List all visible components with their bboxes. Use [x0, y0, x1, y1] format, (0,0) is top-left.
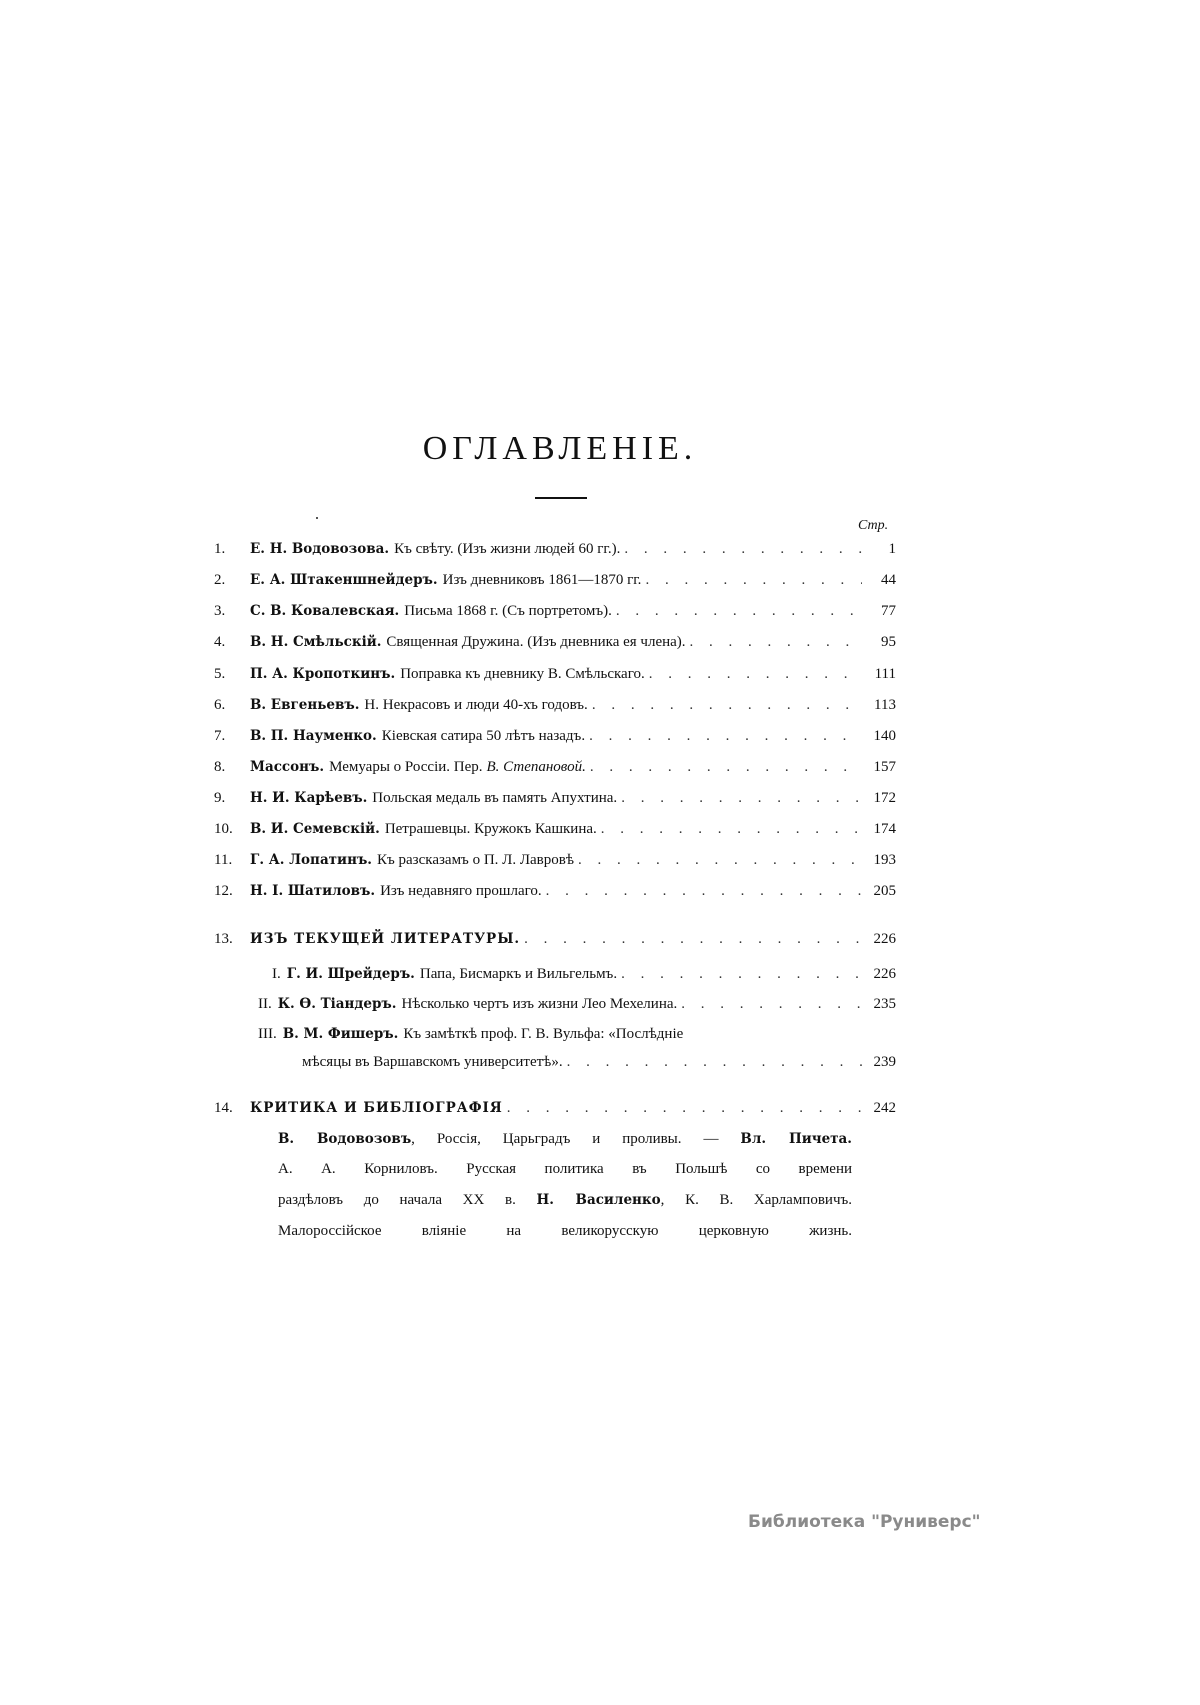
dot-leader: [621, 790, 862, 807]
entry-author: В. П. Науменко.: [250, 728, 377, 744]
dot-leader: [590, 759, 862, 776]
entry-number: 5.: [214, 666, 226, 682]
entry-number: 3.: [214, 603, 226, 619]
entry-author: Г. А. Лопатинъ.: [250, 852, 373, 868]
toc-entry: [258, 1026, 896, 1050]
toc-entry: [214, 883, 896, 907]
section-title: ИЗЪ ТЕКУЩЕЙ ЛИТЕРАТУРЫ.: [250, 931, 521, 947]
entry-author: Массонъ.: [250, 759, 325, 775]
dot-leader: [507, 1100, 862, 1117]
sub-entry-page: 239: [873, 1054, 896, 1070]
sub-entry-page: 235: [873, 996, 896, 1012]
dot-leader: [616, 603, 862, 620]
entry-author: Н. И. Карѣевъ.: [250, 790, 368, 806]
sub-entry-title: Папа, Бисмаркъ и Вильгельмъ.: [419, 966, 618, 982]
entry-number: 7.: [214, 728, 226, 744]
entry-page: 111: [874, 666, 896, 682]
entry-number: 10.: [214, 821, 233, 837]
toc-entry: [214, 852, 896, 876]
entry-page: 44: [881, 572, 896, 588]
review-text: Малороссійское вліяніе на великорусскую церковную жизнь.: [278, 1223, 852, 1239]
section-title: КРИТИКА И БИБЛІОГРАФІЯ: [250, 1100, 503, 1116]
scan-speck: [316, 517, 318, 519]
review-text: раздѣловъ до начала XX в.: [278, 1192, 537, 1208]
entry-author: В. Евгеньевъ.: [250, 697, 360, 713]
entry-number: 6.: [214, 697, 226, 713]
entry-page: 193: [873, 852, 896, 868]
toc-entry: [302, 1054, 896, 1078]
entry-number: 12.: [214, 883, 233, 899]
entry-page: 95: [881, 634, 896, 650]
toc-entry: [214, 541, 896, 565]
toc-entry: [214, 728, 896, 752]
review-line: [278, 1223, 852, 1240]
entry-number: 4.: [214, 634, 226, 650]
toc-entry: [214, 603, 896, 627]
section-page: 226: [873, 931, 896, 947]
entry-author: П. А. Кропоткинъ.: [250, 666, 396, 682]
entry-page: 1: [888, 541, 896, 557]
entry-number: 9.: [214, 790, 226, 806]
section-number: 13.: [214, 931, 233, 947]
entry-number: 8.: [214, 759, 226, 775]
sub-entry-number: III.: [258, 1026, 277, 1042]
review-line: [278, 1131, 852, 1148]
entry-author: Е. А. Штакеншнейдеръ.: [250, 572, 438, 588]
page-title: ОГЛАВЛЕНІЕ.: [422, 430, 698, 467]
toc-entry: [214, 759, 896, 783]
reviewer-name: В. Водовозовъ: [278, 1131, 412, 1147]
entry-title: Польская медаль въ память Апухтина.: [372, 790, 618, 806]
entry-title: Изъ дневниковъ 1861—1870 гг.: [442, 572, 642, 588]
review-text: , К. В. Харламповичъ.: [660, 1192, 852, 1208]
entry-author: В. Н. Смѣльскій.: [250, 634, 382, 650]
entry-page: 113: [874, 697, 896, 713]
dot-leader: [624, 541, 862, 558]
toc-entry: [214, 572, 896, 596]
toc-entry: [214, 666, 896, 690]
entry-translator: В. Степановой.: [486, 759, 586, 775]
entry-title: Н. Некрасовъ и люди 40-хъ годовъ.: [364, 697, 588, 713]
entry-author: С. В. Ковалевская.: [250, 603, 400, 619]
toc-entry: [214, 931, 896, 955]
entry-title: Письма 1868 г. (Съ портретомъ).: [404, 603, 612, 619]
entry-title: Петрашевцы. Кружокъ Кашкина.: [384, 821, 597, 837]
dot-leader: [524, 931, 862, 948]
entry-number: 11.: [214, 852, 233, 868]
toc-entry: [214, 790, 896, 814]
section-number: 14.: [214, 1100, 233, 1116]
sub-entry-title: Нѣсколько чертъ изъ жизни Лео Мехелина.: [401, 996, 678, 1012]
dot-leader: [601, 821, 862, 838]
entry-author: В. И. Семевскій.: [250, 821, 380, 837]
toc-entry: [272, 966, 896, 990]
toc-entry: [214, 1100, 896, 1124]
toc-entry: [258, 996, 896, 1020]
review-line: [278, 1192, 852, 1209]
dot-leader: [649, 666, 862, 683]
dot-leader: [681, 996, 862, 1013]
dot-leader: [589, 728, 862, 745]
review-text: А. А. Корниловъ. Русская политика въ Польшѣ со времени: [278, 1161, 852, 1177]
entry-title: Мемуары о Россіи. Пер.: [329, 759, 483, 775]
reviewer-name: Вл. Пичета.: [740, 1131, 852, 1147]
entry-title: Кіевская сатира 50 лѣтъ назадъ.: [381, 728, 586, 744]
toc-entry: [214, 634, 896, 658]
sub-entry-title: Къ замѣткѣ проф. Г. В. Вульфа: «Послѣдніе: [403, 1026, 684, 1042]
sub-entry-title-continuation: мѣсяцы въ Варшавскомъ университетѣ».: [302, 1054, 563, 1070]
entry-title: Къ разсказамъ о П. Л. Лавровѣ: [377, 852, 574, 868]
sub-entry-number: II.: [258, 996, 272, 1012]
entry-number: 2.: [214, 572, 226, 588]
dot-leader: [690, 634, 862, 651]
section-page: 242: [873, 1100, 896, 1116]
entry-title: Поправка къ дневнику В. Смѣльскаго.: [400, 666, 645, 682]
sub-entry-page: 226: [873, 966, 896, 982]
entry-title: Изъ недавняго прошлаго.: [380, 883, 542, 899]
entry-page: 205: [873, 883, 896, 899]
entry-page: 140: [873, 728, 896, 744]
sub-entry-author: В. М. Фишеръ.: [282, 1026, 399, 1042]
entry-title: Священная Дружина. (Изъ дневника ея члена).: [386, 634, 686, 650]
entry-page: 172: [873, 790, 896, 806]
dot-leader: [645, 572, 862, 589]
page-column-label: Стр.: [858, 518, 889, 533]
dot-leader: [592, 697, 862, 714]
entry-page: 77: [881, 603, 896, 619]
sub-entry-author: К. Ѳ. Тіандеръ.: [277, 996, 397, 1012]
title-rule: [535, 497, 587, 499]
entry-author: Е. Н. Водовозова.: [250, 541, 390, 557]
reviewer-name: Н. Василенко: [536, 1192, 661, 1208]
entry-page: 174: [873, 821, 896, 837]
review-text: , Россія, Царьградъ и проливы. —: [411, 1131, 741, 1147]
sub-entry-number: I.: [272, 966, 281, 982]
entry-page: 157: [873, 759, 896, 775]
toc-entry: [214, 821, 896, 845]
dot-leader: [567, 1054, 862, 1071]
entry-title: Къ свѣту. (Изъ жизни людей 60 гг.).: [394, 541, 621, 557]
footer-watermark: Библиотека "Руниверс": [748, 1512, 981, 1532]
dot-leader: [546, 883, 862, 900]
entry-number: 1.: [214, 541, 226, 557]
dot-leader: [578, 852, 862, 869]
sub-entry-author: Г. И. Шрейдеръ.: [286, 966, 415, 982]
review-line: [278, 1161, 852, 1178]
dot-leader: [621, 966, 862, 983]
entry-author: Н. І. Шатиловъ.: [250, 883, 376, 899]
toc-entry: [214, 697, 896, 721]
